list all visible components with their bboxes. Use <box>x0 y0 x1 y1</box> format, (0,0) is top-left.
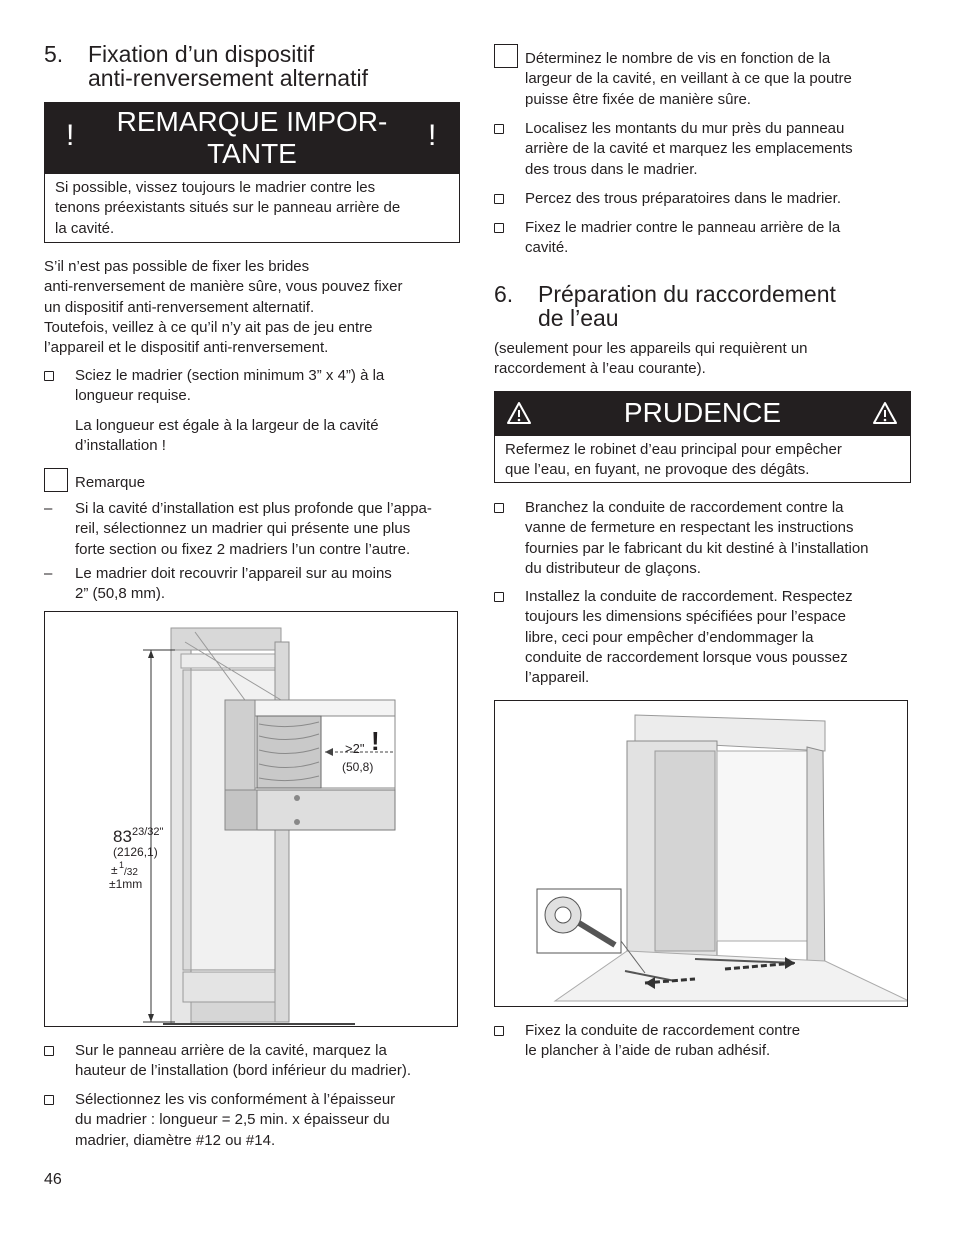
warning-triangle-icon-right <box>872 401 898 425</box>
bullet-text: Fixez la conduite de raccordement contre le plancher à l’aide de ruban adhésif. <box>525 1022 801 1060</box>
note-label: Remarque <box>75 474 146 491</box>
bullet-tape-line <box>494 1021 914 1063</box>
section-5-title: Fixation d’un dispositif anti-renversement alternatif <box>88 41 368 91</box>
checkbox-icon <box>44 371 54 381</box>
bullet-text: Sélectionnez les vis conformément à l’épaisseur du madrier : longueur = 2,5 min. x épaisseur du madrier, diamètre #12 ou #14. <box>75 1091 396 1149</box>
section-6-intro: (seulement pour les appareils qui requièrent un raccordement à l’eau courante). <box>494 340 808 378</box>
checkbox-icon <box>494 503 504 513</box>
height-main: 83 <box>113 827 132 846</box>
tolerance-inch-den: /32 <box>124 867 138 878</box>
section-6-title: Préparation du raccordement de l’eau <box>538 281 836 331</box>
checkbox-icon <box>494 223 504 233</box>
exclamation-icon-left: ! <box>66 119 75 152</box>
important-notice-title-line2: TANTE <box>207 138 297 169</box>
page-number: 46 <box>44 1171 62 1188</box>
bullet-text: Branchez la conduite de raccordement contre la vanne de fermeture en respectant les instructions fournies par le fabricant du kit destiné à l’installation du distributeur de glaçons. <box>525 499 869 577</box>
tolerance-inch-sign: ± <box>111 863 118 877</box>
note-box-icon-right <box>494 44 518 68</box>
checkbox-icon <box>494 592 504 602</box>
gap-label: >2" <box>345 741 365 756</box>
bullet-select-screws <box>44 1090 464 1152</box>
bullet-text: Installez la conduite de raccordement. Respectez toujours les dimensions spécifiées pour l’espace libre, ceci pour empêcher d’endommager la conduite de raccordement lorsque vous poussez l’appareil. <box>525 588 853 687</box>
bullet-cut-beam <box>44 366 464 408</box>
bullet-text: Percez des trous préparatoires dans le madrier. <box>525 190 841 207</box>
important-notice-title-line1: REMARQUE IMPOR- <box>116 106 388 137</box>
checkbox-icon <box>44 1095 54 1105</box>
bullet-install-line <box>494 587 914 689</box>
note-item-deeper-cavity <box>44 499 464 561</box>
caution-body: Refermez le robinet d’eau principal pour empêcher que l’eau, en fuyant, ne provoque des dégâts. <box>494 436 911 483</box>
bullet-text: Sciez le madrier (section minimum 3” x 4”) à la longueur requise. <box>75 367 385 405</box>
height-mm: (2126,1) <box>113 845 158 859</box>
dash-marker: – <box>44 500 53 517</box>
important-notice-body: Si possible, vissez toujours le madrier contre les tenons préexistants situés sur le panneau arrière de la cavité. <box>44 174 460 243</box>
dash-marker: – <box>44 565 53 582</box>
checkbox-icon <box>44 1046 54 1056</box>
checkbox-icon <box>494 124 504 134</box>
caution-title: PRUDENCE <box>623 397 782 428</box>
exclamation-icon-right: ! <box>428 119 437 152</box>
figure-water-line <box>494 700 908 1007</box>
important-notice-header <box>44 102 460 174</box>
tolerance-inch-num: 1 <box>119 860 125 870</box>
bullet-number-of-screws: Déterminez le nombre de vis en fonction de la largeur de la cavité, en veillant à ce que la poutre puisse être fixée de manière sûre. <box>525 50 852 108</box>
checkbox-icon <box>494 194 504 204</box>
section-6-heading <box>494 282 914 334</box>
tolerance-mm: ±1mm <box>109 877 143 891</box>
bullet-text: Sur le panneau arrière de la cavité, marquez la hauteur de l’installation (bord inférieur du madrier). <box>75 1042 412 1080</box>
dash-text: Si la cavité d’installation est plus profonde que l’appa- reil, sélectionnez un madrier qui présente une plus forte section ou fixez 2 madriers l’un contre l’autre. <box>75 500 432 558</box>
bullet-fix-beam <box>494 218 914 260</box>
gap-mm-label: (50,8) <box>342 760 374 774</box>
section-6-number: 6. <box>494 281 514 307</box>
checkbox-icon <box>494 1026 504 1036</box>
bullet-locate-studs <box>494 119 914 181</box>
gap-exclamation-mark: ! <box>371 726 380 756</box>
beam-installation-illustration <box>45 612 458 1027</box>
bullet-text: Localisez les montants du mur près du panneau arrière de la cavité et marquez les emplacements des trous dans le madrier. <box>525 120 853 178</box>
bullet-drill-holes <box>494 189 914 211</box>
figure-beam-installation <box>44 611 458 1027</box>
caution-header <box>494 391 911 436</box>
important-notice-title <box>94 106 410 170</box>
height-fraction: 23/32" <box>132 826 164 838</box>
section-5-heading <box>44 42 464 94</box>
warning-triangle-icon-left <box>506 401 532 425</box>
section-5-number: 5. <box>44 41 64 67</box>
note-box-icon <box>44 468 68 492</box>
dash-text: Le madrier doit recouvrir l’appareil sur au moins 2” (50,8 mm). <box>75 565 392 603</box>
note-item-overlap <box>44 564 464 606</box>
bullet-cut-beam-note: La longueur est égale à la largeur de la cavité d’installation ! <box>75 417 379 455</box>
intro-paragraph: S’il n’est pas possible de fixer les brides anti-renversement de manière sûre, vous pouvez fixer un dispositif anti-renversement alternatif. Toutefois, veillez à ce qu’il n’y ait pas de jeu entre l’appareil et le dispositif anti-renversement. <box>44 258 403 357</box>
bullet-text: Fixez le madrier contre le panneau arrière de la cavité. <box>525 219 841 257</box>
water-line-illustration <box>495 701 908 1007</box>
bullet-mark-height <box>44 1041 464 1083</box>
bullet-connect-line <box>494 498 914 580</box>
